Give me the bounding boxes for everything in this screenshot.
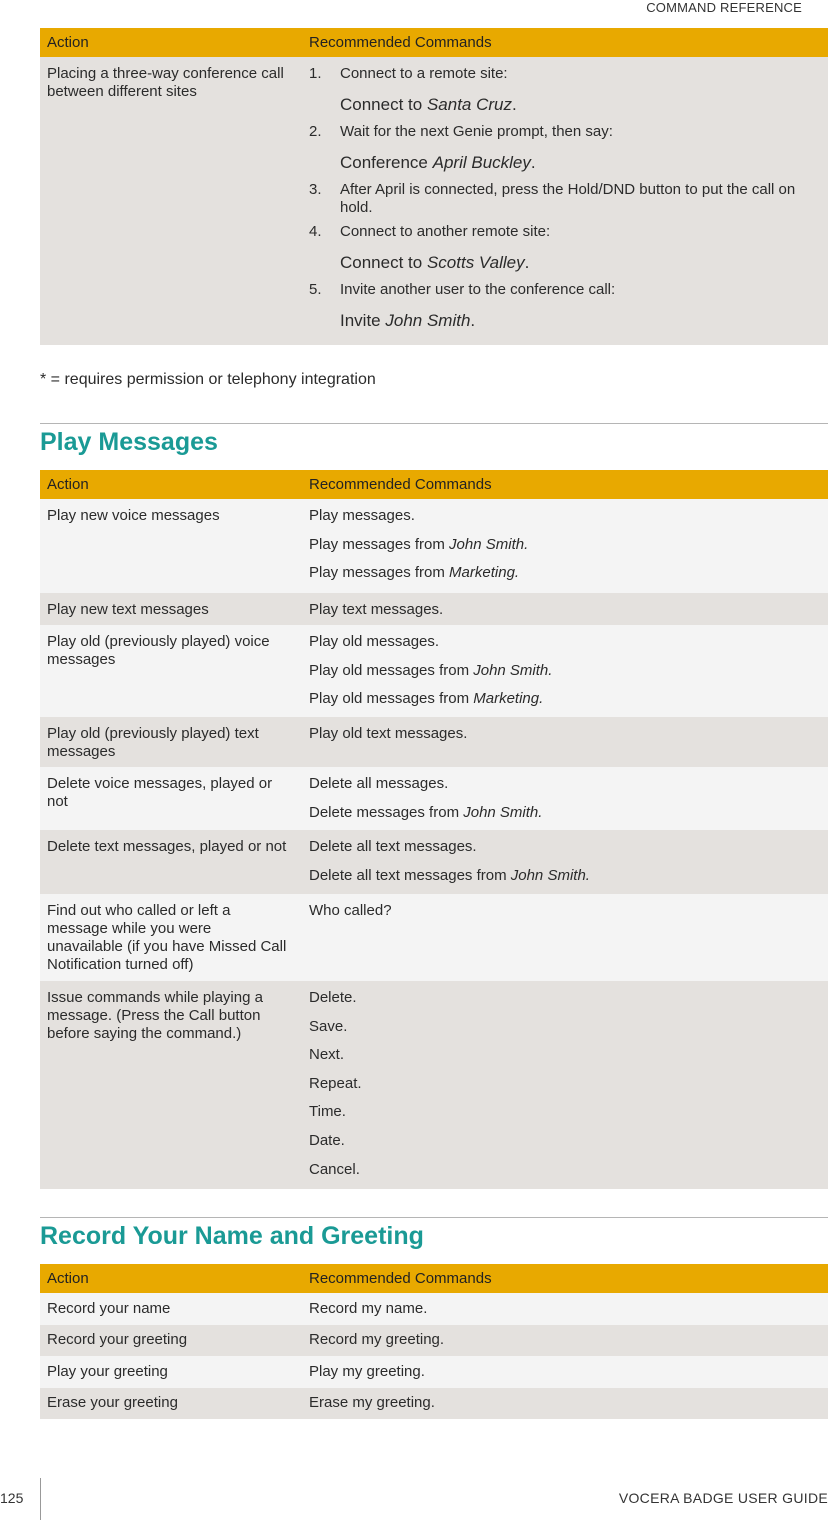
commands-cell: Erase my greeting. <box>302 1388 828 1420</box>
table-row <box>40 717 828 767</box>
play-messages-body <box>40 499 828 1189</box>
command-line <box>309 633 821 651</box>
spoken-command <box>340 253 821 273</box>
command-line <box>309 804 821 822</box>
command-line <box>309 838 821 856</box>
conference-steps <box>309 65 821 331</box>
table-row <box>40 1293 828 1325</box>
column-header-commands: Recommended Commands <box>302 28 828 57</box>
command-line <box>309 536 821 554</box>
command-line <box>309 902 821 920</box>
command-text: Connect to <box>340 253 427 272</box>
step-text: Connect to another remote site: <box>340 223 551 240</box>
footer-divider <box>40 1478 41 1520</box>
play-messages-table <box>40 470 828 1189</box>
table-header-row <box>40 470 828 499</box>
action-cell: Play old (previously played) voice messages <box>40 625 302 717</box>
commands-cell <box>302 499 828 593</box>
command-text: Play messages from <box>309 564 450 582</box>
command-line <box>309 1018 821 1036</box>
command-suffix: . <box>524 253 530 272</box>
action-cell: Placing a three-way conference call between different sites <box>40 57 302 345</box>
commands-cell <box>302 593 828 625</box>
table-row <box>40 981 828 1189</box>
command-suffix: . <box>512 95 517 114</box>
command-text: Play old messages. <box>309 633 440 650</box>
step-item <box>309 223 821 273</box>
command-line <box>309 507 821 525</box>
section-title-record-greeting: Record Your Name and Greeting <box>40 1222 424 1250</box>
conference-command-table <box>40 28 828 345</box>
table-row <box>40 593 828 625</box>
column-header-action: Action <box>40 1264 302 1293</box>
command-placeholder: John Smith. <box>449 535 529 553</box>
command-text: Date. <box>309 1131 345 1149</box>
action-cell: Find out who called or left a message while you were unavailable (if you have Missed Call Notification turned off) <box>40 894 302 981</box>
table-row <box>40 1388 828 1420</box>
commands-cell <box>302 767 828 830</box>
commands-cell: Record my greeting. <box>302 1325 828 1357</box>
step-text: Invite another user to the conference call: <box>340 281 616 298</box>
command-text: Time. <box>309 1103 346 1121</box>
commands-cell <box>302 981 828 1189</box>
command-text: Delete. <box>309 989 357 1006</box>
commands-cell <box>302 830 828 894</box>
command-suffix: . <box>530 153 536 172</box>
commands-cell <box>302 57 828 345</box>
action-cell: Play your greeting <box>40 1356 302 1388</box>
table-row <box>40 767 828 830</box>
table-row <box>40 57 828 345</box>
action-cell: Delete voice messages, played or not <box>40 767 302 830</box>
record-greeting-table <box>40 1264 828 1419</box>
command-text: Invite <box>340 311 386 330</box>
command-line <box>309 1075 821 1093</box>
step-number: 1. <box>309 65 322 82</box>
spoken-command <box>340 153 821 173</box>
command-text: Next. <box>309 1046 345 1064</box>
commands-cell <box>302 625 828 717</box>
step-number: 2. <box>309 123 322 140</box>
command-line <box>309 1132 821 1150</box>
command-placeholder: John Smith. <box>473 661 553 679</box>
command-placeholder: Santa Cruz <box>426 95 512 114</box>
command-line <box>309 775 821 793</box>
command-text: Delete all messages. <box>309 775 449 792</box>
command-line <box>309 1103 821 1121</box>
column-header-action: Action <box>40 470 302 499</box>
command-text: Conference <box>340 153 433 172</box>
command-text: Play old messages from <box>309 690 474 708</box>
command-text: Play text messages. <box>309 601 444 618</box>
table-header-row <box>40 1264 828 1293</box>
command-placeholder: John Smith. <box>510 866 590 884</box>
command-text: Cancel. <box>309 1160 360 1178</box>
record-greeting-body <box>40 1293 828 1419</box>
footer-title: VOCERA BADGE USER GUIDE <box>618 1490 828 1506</box>
step-text: After April is connected, press the Hold/DND button to put the call on hold. <box>340 181 796 216</box>
section-title-play-messages: Play Messages <box>40 428 218 456</box>
command-placeholder: John Smith <box>385 311 471 330</box>
action-cell: Record your name <box>40 1293 302 1325</box>
table-row <box>40 1325 828 1357</box>
command-placeholder: Marketing. <box>449 564 520 582</box>
spoken-command <box>340 95 821 115</box>
command-text: Connect to <box>340 95 427 114</box>
table-row <box>40 830 828 894</box>
section-divider <box>40 1217 828 1218</box>
action-cell: Record your greeting <box>40 1325 302 1357</box>
command-text: Delete all text messages. <box>309 838 477 855</box>
table-row <box>40 499 828 593</box>
commands-cell <box>302 717 828 767</box>
step-item <box>309 281 821 331</box>
column-header-commands: Recommended Commands <box>302 1264 828 1293</box>
column-header-commands: Recommended Commands <box>302 470 828 499</box>
step-item <box>309 181 821 217</box>
command-suffix: . <box>470 311 476 330</box>
commands-cell: Record my name. <box>302 1293 828 1325</box>
command-placeholder: April Buckley <box>432 153 531 172</box>
step-number: 3. <box>309 181 322 198</box>
command-text: Delete messages from <box>309 803 464 821</box>
command-line <box>309 1046 821 1064</box>
step-number: 4. <box>309 223 322 240</box>
command-text: Save. <box>309 1017 348 1035</box>
command-placeholder: Scotts Valley <box>426 253 525 272</box>
table-row <box>40 1356 828 1388</box>
page-number: 125 <box>0 1490 24 1506</box>
action-cell: Play new voice messages <box>40 499 302 593</box>
step-number: 5. <box>309 281 322 298</box>
command-placeholder: Marketing. <box>473 690 544 708</box>
column-header-action: Action <box>40 28 302 57</box>
table-row <box>40 894 828 981</box>
command-placeholder: John Smith. <box>463 803 543 821</box>
action-cell: Play new text messages <box>40 593 302 625</box>
footnote: * = requires permission or telephony integration <box>40 371 376 388</box>
step-item <box>309 123 821 173</box>
command-text: Play messages. <box>309 507 415 524</box>
command-line <box>309 601 821 619</box>
command-line <box>309 564 821 582</box>
step-item <box>309 65 821 115</box>
spoken-command <box>340 311 821 331</box>
table-header-row <box>40 28 828 57</box>
command-text: Who called? <box>309 902 392 919</box>
command-line <box>309 725 821 743</box>
action-cell: Erase your greeting <box>40 1388 302 1420</box>
step-text: Wait for the next Genie prompt, then say: <box>340 123 613 140</box>
command-text: Play messages from <box>309 535 450 553</box>
action-cell: Delete text messages, played or not <box>40 830 302 894</box>
section-divider <box>40 423 828 424</box>
commands-cell <box>302 894 828 981</box>
command-line <box>309 662 821 680</box>
command-text: Play old messages from <box>309 661 474 679</box>
command-line <box>309 1161 821 1179</box>
action-cell: Play old (previously played) text messages <box>40 717 302 767</box>
running-header: COMMAND REFERENCE <box>646 0 802 15</box>
table-row <box>40 625 828 717</box>
action-cell: Issue commands while playing a message. (Press the Call button before saying the command.) <box>40 981 302 1189</box>
command-line <box>309 867 821 885</box>
command-line <box>309 989 821 1007</box>
command-text: Delete all text messages from <box>309 866 511 884</box>
command-text: Play old text messages. <box>309 725 468 742</box>
command-text: Repeat. <box>309 1074 362 1092</box>
commands-cell: Play my greeting. <box>302 1356 828 1388</box>
step-text: Connect to a remote site: <box>340 65 508 82</box>
command-line <box>309 690 821 708</box>
